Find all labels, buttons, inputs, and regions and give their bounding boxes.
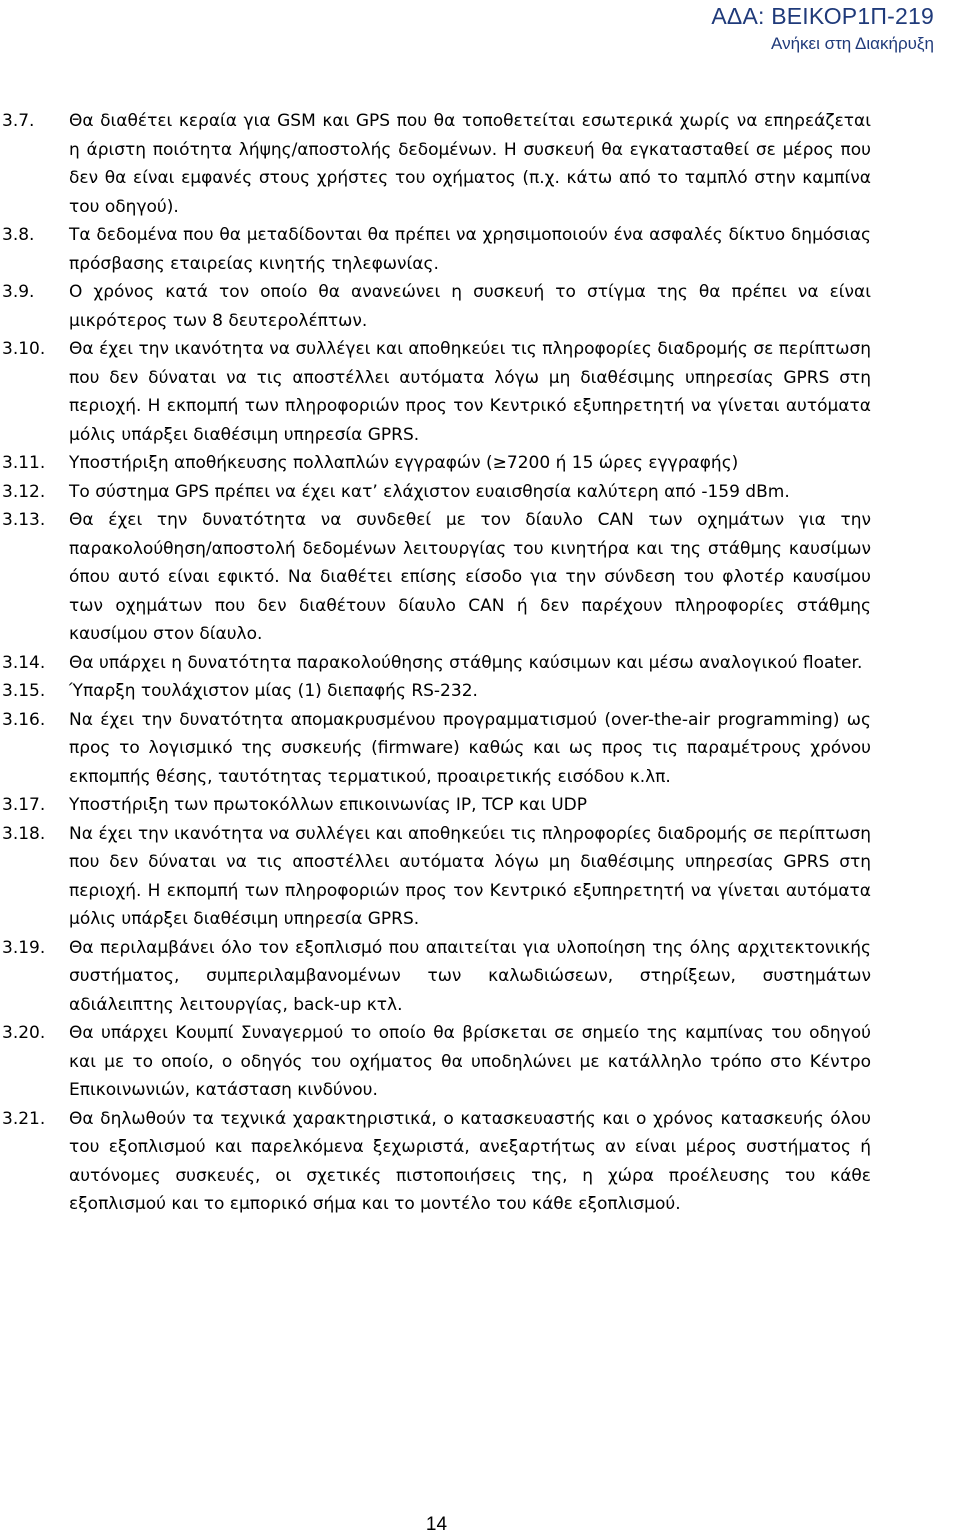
item-text: Θα έχει την ικανότητα να συλλέγει και αποθηκεύει τις πληροφορίες διαδρομής σε περίπτωση που δεν δύναται να τις αποστέλλει αυτόματα λόγω μη διαθέσιμης υπηρεσίας GPRS στη περιοχή. Η εκπομπή των πληροφοριών προς τον Κεντρικό εξυπηρετητή να γίνεται αυτόματα μόλις υπάρξει διαθέσιμη υπηρεσία GPRS. <box>69 339 871 445</box>
list-item <box>2 791 871 820</box>
tender-status: Ανήκει στη Διακήρυξη <box>771 34 934 53</box>
item-number: 3.13. <box>2 510 46 530</box>
item-number: 3.8. <box>2 225 35 245</box>
list-item <box>2 1019 871 1105</box>
list-item <box>2 506 871 649</box>
page-number: 14 <box>425 1514 448 1535</box>
list-item <box>2 278 871 335</box>
list-item <box>2 820 871 934</box>
item-number: 3.12. <box>2 481 46 502</box>
list-item <box>2 677 871 706</box>
item-text: Θα υπάρχει Κουμπί Συναγερμού το οποίο θα βρίσκεται σε σημείο της καμπίνας του οδηγού και με το οποίο, ο οδηγός του οχήματος θα υποδηλώνει με κατάλληλο τρόπο στο Κέντρο Επικοινωνιών, κατάσταση κινδύνου. <box>69 1023 871 1100</box>
item-number: 3.10. <box>2 339 46 359</box>
item-text: Ύπαρξη τουλάχιστον μίας (1) διεπαφής RS-232. <box>69 681 478 701</box>
list-item <box>2 449 871 478</box>
item-text: Θα υπάρχει η δυνατότητα παρακολούθησης στάθμης καύσιμων και μέσω αναλογικού floater. <box>69 652 863 673</box>
list-item <box>2 221 871 278</box>
item-text: Υποστήριξη αποθήκευσης πολλαπλών εγγραφών (≥7200 ή 15 ώρες εγγραφής) <box>69 453 739 473</box>
item-number: 3.16. <box>2 709 46 730</box>
item-number: 3.15. <box>2 681 46 701</box>
item-number: 3.9. <box>2 282 35 302</box>
item-number: 3.18. <box>2 823 46 844</box>
item-number: 3.19. <box>2 937 46 958</box>
list-item <box>2 649 871 678</box>
item-number: 3.14. <box>2 652 46 673</box>
item-text: Θα δηλωθούν τα τεχνικά χαρακτηριστικά, ο κατασκευαστής και ο χρόνος κατασκευής όλου του εξοπλισμού και παρελκόμενα ξεχωριστά, ανεξαρτήτως αν είναι μέρος συστήματος ή αυτόνομες συσκευές, οι σχετικές πιστοποιήσεις της, η χώρα προέλευσης του κάθε εξοπλισμού και το εμπορικό σήμα και το μοντέλο του κάθε εξοπλισμού. <box>69 1108 871 1214</box>
item-number: 3.17. <box>2 795 46 815</box>
document-header <box>711 0 934 55</box>
list-item <box>2 706 871 792</box>
ada-code: ΑΔΑ: ΒΕΙΚΟΡ1Π-219 <box>711 3 934 29</box>
item-text: Υποστήριξη των πρωτοκόλλων επικοινωνίας IP, TCP και UDP <box>69 795 588 815</box>
item-text: Θα διαθέτει κεραία για GSM και GPS που θα τοποθετείται εσωτερικά χωρίς να επηρεάζεται η άριστη ποιότητα λήψης/αποστολής δεδομένων. Η συσκευή θα εγκατασταθεί σε μέρος που δεν θα είναι εμφανές στους χρήστες του οχήματος (π.χ. κάτω από το ταμπλό στην καμπίνα του οδηγού). <box>69 111 871 217</box>
item-number: 3.21. <box>2 1108 46 1129</box>
item-text: Να έχει την ικανότητα να συλλέγει και αποθηκεύει τις πληροφορίες διαδρομής σε περίπτωση που δεν δύναται να τις αποστέλλει αυτόματα λόγω μη διαθέσιμης υπηρεσίας GPRS στη περιοχή. Η εκπομπή των πληροφοριών προς τον Κεντρικό εξυπηρετητή να γίνεται αυτόματα μόλις υπάρξει διαθέσιμη υπηρεσία GPRS. <box>69 823 871 929</box>
item-number: 3.20. <box>2 1023 46 1043</box>
item-text: Ο χρόνος κατά τον οποίο θα ανανεώνει η συσκευή το στίγμα της θα πρέπει να είναι μικρότερος των 8 δευτερολέπτων. <box>69 282 871 331</box>
list-item <box>2 478 871 507</box>
item-text: Να έχει την δυνατότητα απομακρυσμένου προγραμματισμού (over-the-air programming) ως προς το λογισμικό της συσκευής (firmware) καθώς και ως προς τις παραμέτρους χρόνου εκπομπής θέσης, ταυτότητας τερματικού, προαιρετικής εισόδου κ.λπ. <box>69 709 871 787</box>
list-item <box>2 934 871 1020</box>
item-text: Τα δεδομένα που θα μεταδίδονται θα πρέπει να χρησιμοποιούν ένα ασφαλές δίκτυο δημόσιας πρόσβασης εταιρείας κινητής τηλεφωνίας. <box>69 225 871 274</box>
item-number: 3.11. <box>2 453 46 473</box>
item-number: 3.7. <box>2 111 35 131</box>
item-text: Το σύστημα GPS πρέπει να έχει κατ’ ελάχιστον ευαισθησία καλύτερη από -159 dBm. <box>69 481 790 502</box>
list-item <box>2 335 871 449</box>
list-item <box>2 107 871 221</box>
list-item <box>2 1105 871 1219</box>
item-text: Θα περιλαμβάνει όλο τον εξοπλισμό που απαιτείται για υλοποίηση της όλης αρχιτεκτονικής συστήματος, συμπεριλαμβανομένων των καλωδιώσεων, στηρίξεων, συστημάτων αδιάλειπτης λειτουργίας, back-up κτλ. <box>69 937 871 1015</box>
item-text: Θα έχει την δυνατότητα να συνδεθεί με τον δίαυλο CAN των οχημάτων για την παρακολούθηση/αποστολή δεδομένων λειτουργίας του κινητήρα και της στάθμης καυσίμων όπου αυτό είναι εφικτό. Να διαθέτει επίσης είσοδο για την σύνδεση του φλοτέρ καυσίμου των οχημάτων που δεν διαθέτουν δίαυλο CAN ή δεν παρέχουν πληροφορίες στάθμης καυσίμου στον δίαυλο. <box>69 510 871 644</box>
specification-list <box>2 107 871 1219</box>
